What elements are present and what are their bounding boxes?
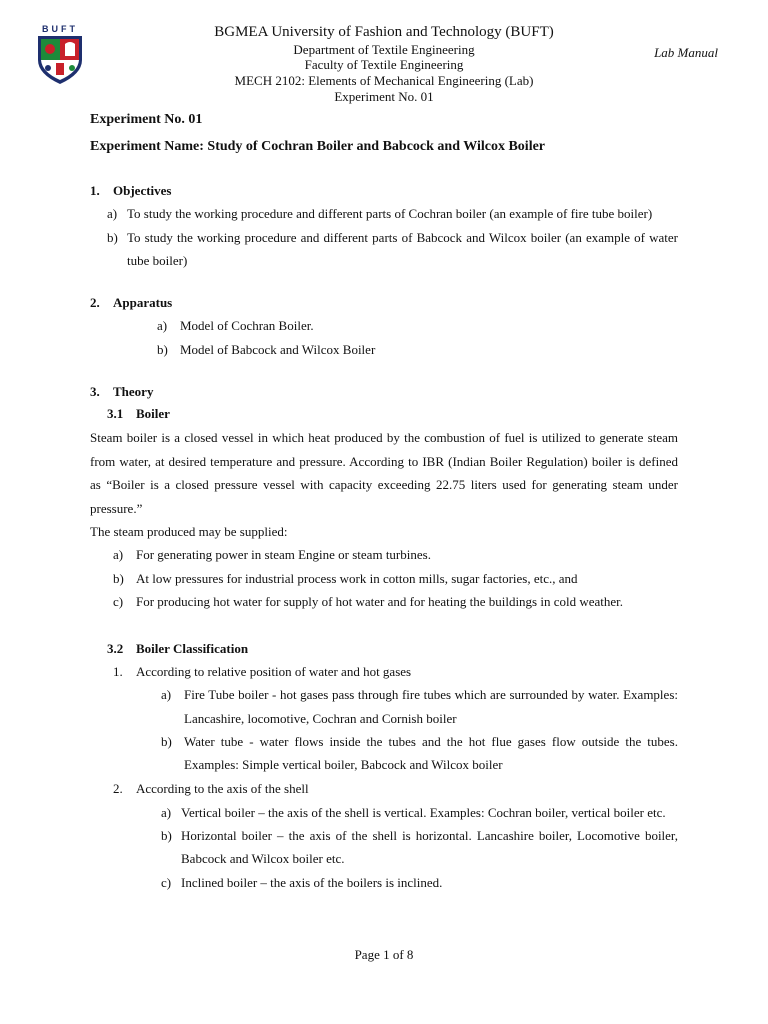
apparatus-number: 2.: [90, 295, 100, 310]
paragraph-line: Steam boiler is a closed vessel in which heat produced by the combustion of fuel is utilized to generate steam: [90, 430, 678, 445]
classification-item-marker: c): [161, 875, 172, 890]
course-name: MECH 2102: Elements of Mechanical Engineering (Lab): [234, 73, 534, 88]
lab-manual-label: Lab Manual: [654, 45, 718, 60]
objectives-heading: Objectives: [113, 183, 172, 198]
classification-group-title: According to relative position of water and hot gases: [136, 664, 412, 679]
objective-item: To study the working procedure and different parts of Babcock and Wilcox boiler (an example of water: [127, 230, 678, 245]
boiler-definition-paragraph: [90, 426, 678, 520]
classification-item-marker: a): [161, 805, 172, 820]
classification-item-marker: b): [161, 734, 172, 749]
apparatus-marker: a): [157, 318, 168, 333]
classification-item: Vertical boiler – the axis of the shell is vertical. Examples: Cochran boiler, vertical boiler etc.: [181, 805, 666, 820]
boiler-subsection-number: 3.1: [107, 406, 124, 421]
objective-marker: a): [107, 206, 118, 221]
theory-number: 3.: [90, 384, 100, 399]
experiment-number: Experiment No. 01: [90, 112, 203, 127]
classification-item-continuation: Examples: Simple vertical boiler, Babcock and Wilcox boiler: [184, 757, 503, 772]
experiment-name: Experiment Name: Study of Cochran Boiler and Babcock and Wilcox Boiler: [90, 139, 546, 154]
objectives-number: 1.: [90, 183, 100, 198]
classification-group-title: According to the axis of the shell: [136, 781, 309, 796]
apparatus-item: Model of Babcock and Wilcox Boiler: [180, 342, 376, 357]
use-marker: b): [113, 571, 124, 586]
paragraph-line: from water, at desired temperature and pressure. According to IBR (Indian Boiler Regulation) boiler is defined: [90, 453, 678, 469]
theory-heading: Theory: [113, 384, 154, 399]
classification-item: Horizontal boiler – the axis of the shell is horizontal. Lancashire boiler, Locomotive boiler,: [181, 828, 678, 843]
use-item: For producing hot water for supply of hot water and for heating the buildings in cold weather.: [136, 594, 624, 609]
use-marker: a): [113, 547, 124, 562]
objective-item-continuation: tube boiler): [127, 253, 188, 268]
classification-group-marker: 1.: [113, 664, 123, 679]
page-number: Page 1 of 8: [354, 947, 414, 962]
classification-item-continuation: Babcock and Wilcox boiler etc.: [181, 851, 345, 866]
paragraph-line: as “Boiler is a closed pressure vessel with capacity exceeding 22.75 liters used for generating steam under: [90, 477, 678, 492]
use-item: At low pressures for industrial process work in cotton mills, sugar factories, etc., and: [136, 571, 578, 586]
classification-item-continuation: Lancashire, locomotive, Cochran and Cornish boiler: [184, 711, 457, 726]
classification-item: Water tube - water flows inside the tubes and the hot flue gases flow outside the tubes.: [184, 734, 678, 749]
boiler-subsection-heading: Boiler: [136, 406, 170, 421]
apparatus-heading: Apparatus: [113, 295, 173, 310]
classification-number: 3.2: [107, 641, 124, 656]
supplied-intro: The steam produced may be supplied:: [90, 524, 288, 539]
classification-item-marker: a): [161, 687, 172, 702]
faculty-name: Faculty of Textile Engineering: [304, 57, 464, 72]
apparatus-item: Model of Cochran Boiler.: [180, 318, 314, 333]
classification-item: Inclined boiler – the axis of the boilers is inclined.: [181, 875, 443, 890]
header-experiment-number: Experiment No. 01: [334, 89, 434, 104]
classification-heading: Boiler Classification: [136, 641, 249, 656]
department-name: Department of Textile Engineering: [293, 42, 475, 57]
use-marker: c): [113, 594, 124, 609]
university-name: BGMEA University of Fashion and Technology (BUFT): [214, 24, 554, 40]
classification-item: Fire Tube boiler - hot gases pass through fire tubes which are surrounded by water. Examples:: [184, 687, 678, 702]
classification-group-marker: 2.: [113, 781, 123, 796]
classification-item-marker: b): [161, 828, 172, 843]
use-item: For generating power in steam Engine or steam turbines.: [136, 547, 431, 562]
objective-item: To study the working procedure and different parts of Cochran boiler (an example of fire tube boiler): [127, 206, 653, 221]
paragraph-line: pressure.”: [90, 500, 143, 516]
apparatus-marker: b): [157, 342, 168, 357]
objective-marker: b): [107, 230, 118, 245]
logo-text: BUFT: [42, 24, 78, 34]
